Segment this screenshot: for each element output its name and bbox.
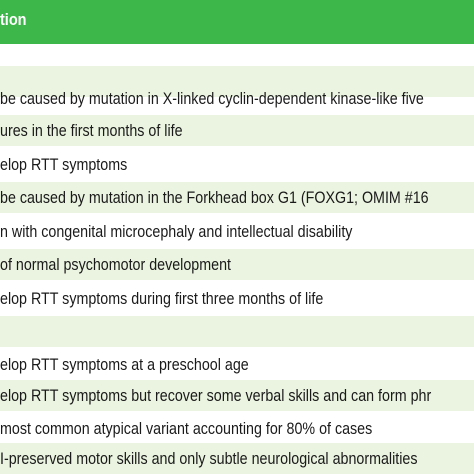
table-row-text: elop RTT symptoms at a preschool age xyxy=(0,355,249,374)
table-row xyxy=(0,283,474,314)
table-row xyxy=(0,149,474,180)
table-row xyxy=(0,413,474,444)
table-row xyxy=(0,182,474,213)
table-row xyxy=(0,443,474,474)
table-row-text: I-preserved motor skills and only subtle neurological abnormalities xyxy=(0,449,418,468)
table-row xyxy=(0,316,474,347)
table-row-text: elop RTT symptoms but recover some verbal skills and can form phr xyxy=(0,386,432,405)
table-row-text: elop RTT symptoms xyxy=(0,155,128,174)
table-row xyxy=(0,115,474,146)
table-row-text: be caused by mutation in the Forkhead box G1 (FOXG1; OMIM #16 xyxy=(0,188,429,207)
table-header-title: tion xyxy=(0,10,27,29)
table-row-text: n with congenital microcephaly and intellectual disability xyxy=(0,222,353,241)
table-row xyxy=(0,83,474,114)
table-row xyxy=(0,216,474,247)
table-header xyxy=(0,0,474,44)
table-row-text: elop RTT symptoms during first three months of life xyxy=(0,289,324,308)
table-row xyxy=(0,380,474,411)
table-row-text: be caused by mutation in X-linked cyclin-dependent kinase-like five xyxy=(0,89,424,108)
table-row xyxy=(0,349,474,380)
table-row-text: of normal psychomotor development xyxy=(0,255,231,274)
table-row-text: ures in the first months of life xyxy=(0,121,183,140)
table-row xyxy=(0,249,474,280)
table-row-text: most common atypical variant accounting for 80% of cases xyxy=(0,419,373,438)
